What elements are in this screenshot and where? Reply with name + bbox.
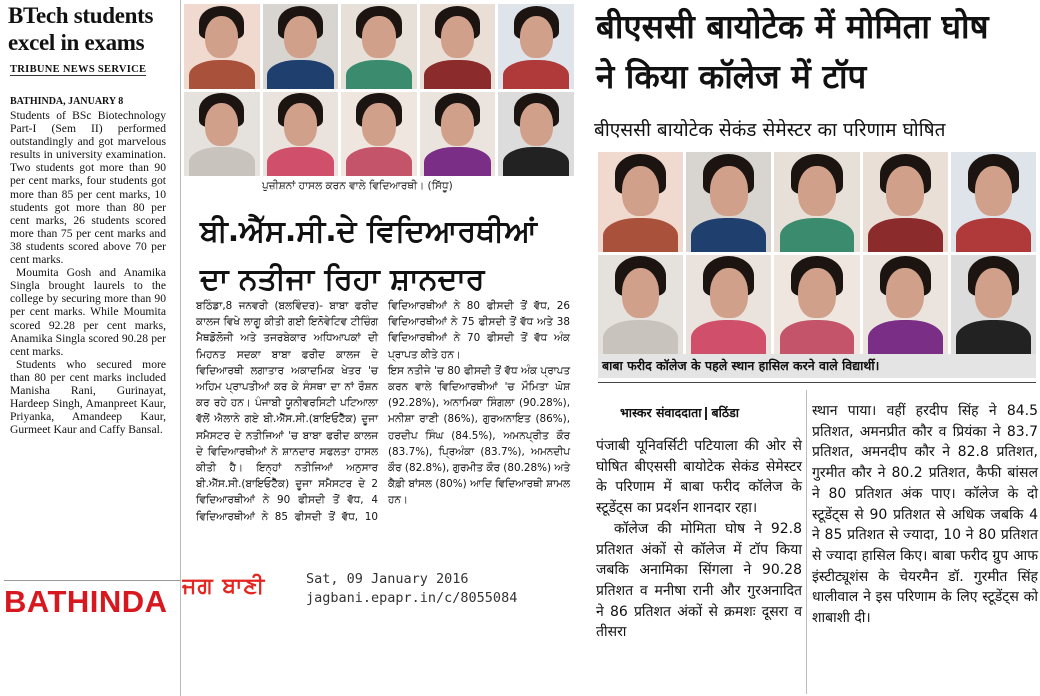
jagbani-body [196,298,570,568]
byline-separator [705,407,707,420]
jagbani-logo: ਜਗ ਬਾਣੀ [182,574,266,599]
jagbani-paragraph: ਇਸ ਨਤੀਜੇ 'ਚ 80 ਫੀਸਦੀ ਤੋਂ ਵੱਧ ਅੰਕ ਪ੍ਰਾਪਤ ਕਰਨ ਵਾਲੇ ਵਿਦਿਆਰਥੀਆਂ 'ਚ ਮੌਮਿਤਾ ਘੋਸ਼ (92.28%), ਅਨਾਮਿਕਾ ਸਿੰਗਲਾ (90.28%), ਮਨੀਸ਼ਾ ਰਾਣੀ (86%), ਗੁਰਅਨਾਇਤ (86%), ਹਰਦੀਪ ਸਿੰਘ (84.5%), ਅਮਨਪ੍ਰੀਤ ਕੌਰ (83.7%), ਪ੍ਰਿਅੰਕਾ (83.7%), ਅਮਨਦੀਪ ਕੌਰ (82.8%), ਗੁਰਮੀਤ ਕੌਰ (80.28%) ਅਤੇ ਕੈਫ਼ੀ ਬਾਂਸਲ (80%) ਆਦਿ ਵਿਦਿਆਰਥੀ ਸ਼ਾਮਲ ਹਨ। [388,364,570,507]
jagbani-clipping [182,0,578,696]
student-photo [774,255,859,355]
column-divider [806,390,807,694]
student-photo [686,152,771,252]
bhaskar-headline [596,2,1036,102]
jagbani-headline-line: ਦਾ ਨਤੀਜਾ ਰਿਹਾ ਸ਼ਾਨਦਾਰ [200,262,485,297]
student-photo [498,92,574,177]
student-photo [863,152,948,252]
student-photo [598,255,683,355]
bhaskar-photo-caption: बाबा फरीद कॉलेज के पहले स्थान हासिल करने वाले विद्यार्थी। [598,354,1036,378]
bhaskar-paragraph: स्थान पाया। वहीं हरदीप सिंह ने 84.5 प्रतिशत, अमनप्रीत कौर व प्रियंका ने 83.7 प्रतिशत, अमनदीप कौर ने 82.8 प्रतिशत, गुरमीत कौर ने 80.2 प्रतिशत, कैफी बांसल ने 80 प्रतिशत अंक पाए। कॉलेज के दो स्टूडेंट्स से 90 प्रतिशत से अधिक जबकि 4 ने 85 प्रतिशत से ज्यादा, 10 ने 80 प्रतिशत से ज्यादा हासिल किए। बाबा फरीद ग्रुप आफ इंस्टीट्यूशंस के चेयरमैन डॉ. गुरमीत सिंह धालीवाल ने इस परिणाम के लिए स्टूडेंट्स को शाबाशी दी। [812,403,1038,627]
bhaskar-photo-grid [598,152,1036,354]
tribune-service: TRIBUNE NEWS SERVICE [10,64,147,75]
student-photo [498,4,574,89]
byline-reporter: भास्कर संवाददाता [620,405,702,420]
jagbani-stamp [306,570,517,608]
tribune-dateline: BATHINDA, JANUARY 8 [10,96,124,107]
student-photo [863,255,948,355]
bhaskar-headline-line: बीएससी बायोटेक में मोमिता घोष [596,7,989,46]
tribune-paragraph: Students of BSc Biotechnology Part-I (Sem II) performed outstandingly and got marvelous results in university examination. Two students got more than 90 per cent marks, four students got more than 85 per cent marks, 10 students got more than 80 per cent marks, 26 students scored more than 75 per cent marks and 38 students scored above 70 per cent marks. [10,109,166,267]
jagbani-url: jagbani.epapr.in/c/8055084 [306,590,518,606]
student-photo [951,255,1036,355]
jagbani-date: Sat, 09 January 2016 [306,571,469,587]
jagbani-headline [200,208,572,304]
student-photo [341,92,417,177]
tribune-place-label: BATHINDA [4,584,168,619]
bhaskar-body-left [596,436,802,643]
bhaskar-body-right [812,401,1038,629]
jagbani-headline-line: ਬੀ.ਐੱਸ.ਸੀ.ਦੇ ਵਿਦਿਆਰਥੀਆਂ [200,214,537,249]
tribune-place-banner [4,580,180,623]
student-photo [184,4,260,89]
tribune-body [10,109,166,436]
student-photo [341,4,417,89]
student-photo [184,92,260,177]
bhaskar-paragraph: कॉलेज की मोमिता घोष ने 92.8 प्रतिशत अंकों से कॉलेज में टॉप किया जबकि अनामिका सिंगला ने 90.28 प्रतिशत व मनीषा रानी और गुरअनादित ने 86 प्रतिशत अंकों से क्रमशः दूसरा व तीसरा [596,520,802,641]
jagbani-photo-grid [184,4,574,176]
bhaskar-clipping [586,0,1040,696]
tribune-paragraph: Students who secured more than 80 per cent marks included Manisha Rani, Gurinayat, Hardeep Singh, Amanpreet Kaur, Priyanka, Amandeep Kaur, Gurmeet Kaur and Caffy Bansal. [10,357,166,437]
jagbani-photo-caption: ਪੁਜ਼ੀਸ਼ਨਾਂ ਹਾਸਲ ਕਰਨ ਵਾਲੇ ਵਿਦਿਆਰਥੀ। (ਸਿੱਧੂ) [262,180,453,192]
jagbani-paragraph: ਬਠਿੰਡਾ,8 ਜਨਵਰੀ (ਬਲਵਿੰਦਰ)- ਬਾਬਾ ਫਰੀਦ ਕਾਲਜ ਵਿਖੇ ਲਾਗੂ ਕੀਤੀ ਗਈ ਇਨੋਵੇਟਿਵ ਟੀਚਿੰਗ ਮੈਥਡੋਲੋਜੀ ਅਤੇ ਤਜਰਬੇਕਾਰ ਅਧਿਆਪਕਾਂ ਦੀ ਮਿਹਨਤ ਸਦਕਾ ਬਾਬਾ ਫਰੀਦ ਕਾਲਜ ਦੇ ਵਿਦਿਆਰਥੀ ਲਗਾਤਾਰ ਅਕਾਦਮਿਕ ਖੇਤਰ 'ਚ ਅਹਿਮ ਪ੍ਰਾਪਤੀਆਂ ਕਰ ਕੇ ਸੰਸਥਾ ਦਾ ਨਾਂ ਰੌਸ਼ਨ ਕਰ ਰਹੇ ਹਨ। ਪੰਜਾਬੀ ਯੂਨੀਵਰਸਿਟੀ ਪਟਿਆਲਾ ਵੱਲੋਂ ਐਲਾਨੇ ਗਏ ਬੀ.ਐੱਸ.ਸੀ.(ਬਾਇਓਟੈੱਕ) ਦੂਜਾ ਸਮੈਸਟਰ ਦੇ ਨਤੀਜਿਆਂ 'ਚ ਬਾਬਾ ਫਰੀਦ ਕਾਲਜ ਦੇ ਵਿਦਿਆਰਥੀਆਂ ਨੇ ਸ਼ਾਨਦਾਰ ਸਫਲਤਾ ਹਾਸਲ ਕੀਤੀ ਹੈ। ਇਨ੍ਹਾਂ ਨਤੀਜਿਆਂ ਅਨੁਸਾਰ ਬੀ.ਐੱਸ.ਸੀ.(ਬਾਇਓਟੈੱਕ) ਦੂਜਾ ਸਮੈਸਟਰ ਦੇ 2 ਵਿਦਿਆਰਥੀਆਂ ਨੇ 90 ਫੀਸਦੀ ਤੋਂ ਵੱਧ, 4 ਵਿਦਿਆਰਥੀਆਂ ਨੇ 85 ਫੀਸਦੀ ਤੋਂ ਵੱਧ, 10 ਵਿਦਿਆਰਥੀਆਂ ਨੇ 80 ਫੀਸਦੀ ਤੋਂ ਵੱਧ, 26 ਵਿਦਿਆਰਥੀਆਂ ਨੇ 75 ਫੀਸਦੀ ਤੋਂ ਵੱਧ ਅਤੇ 38 ਵਿਦਿਆਰਥੀਆਂ ਨੇ 70 ਫੀਸਦੀ ਤੋਂ ਵੱਧ ਅੰਕ ਪ੍ਰਾਪਤ ਕੀਤੇ ਹਨ। [196,300,570,523]
student-photo [951,152,1036,252]
bhaskar-subheadline: बीएससी बायोटेक सेकंड सेमेस्टर का परिणाम घोषित [594,119,946,141]
student-photo [774,152,859,252]
bhaskar-headline-line: ने किया कॉलेज में टॉप [596,57,867,96]
tribune-headline: BTech students excel in exams [8,3,154,55]
bhaskar-byline [620,404,739,421]
bhaskar-paragraph: पंजाबी यूनिवर्सिटी पटियाला की ओर से घोषित बीएससी बायोटेक सेकंड सेमेस्टर के परिणाम में बाबा फरीद कॉलेज के स्टूडेंट्स का प्रदर्शन शानदार रहा। [596,438,802,517]
student-photo [598,152,683,252]
jagbani-footer [182,568,576,612]
student-photo [686,255,771,355]
student-photo [420,92,496,177]
tribune-clipping [0,0,181,696]
student-photo [263,4,339,89]
byline-place: बठिंडा [711,405,740,420]
tribune-paragraph: Moumita Gosh and Anamika Singla brought laurels to the college by securing more than 90 per cent marks. While Moumita scored 92.28 per cent marks, Anamika Singla scored 90.28 per cent marks. [10,266,166,358]
divider [598,382,1036,383]
student-photo [263,92,339,177]
student-photo [420,4,496,89]
